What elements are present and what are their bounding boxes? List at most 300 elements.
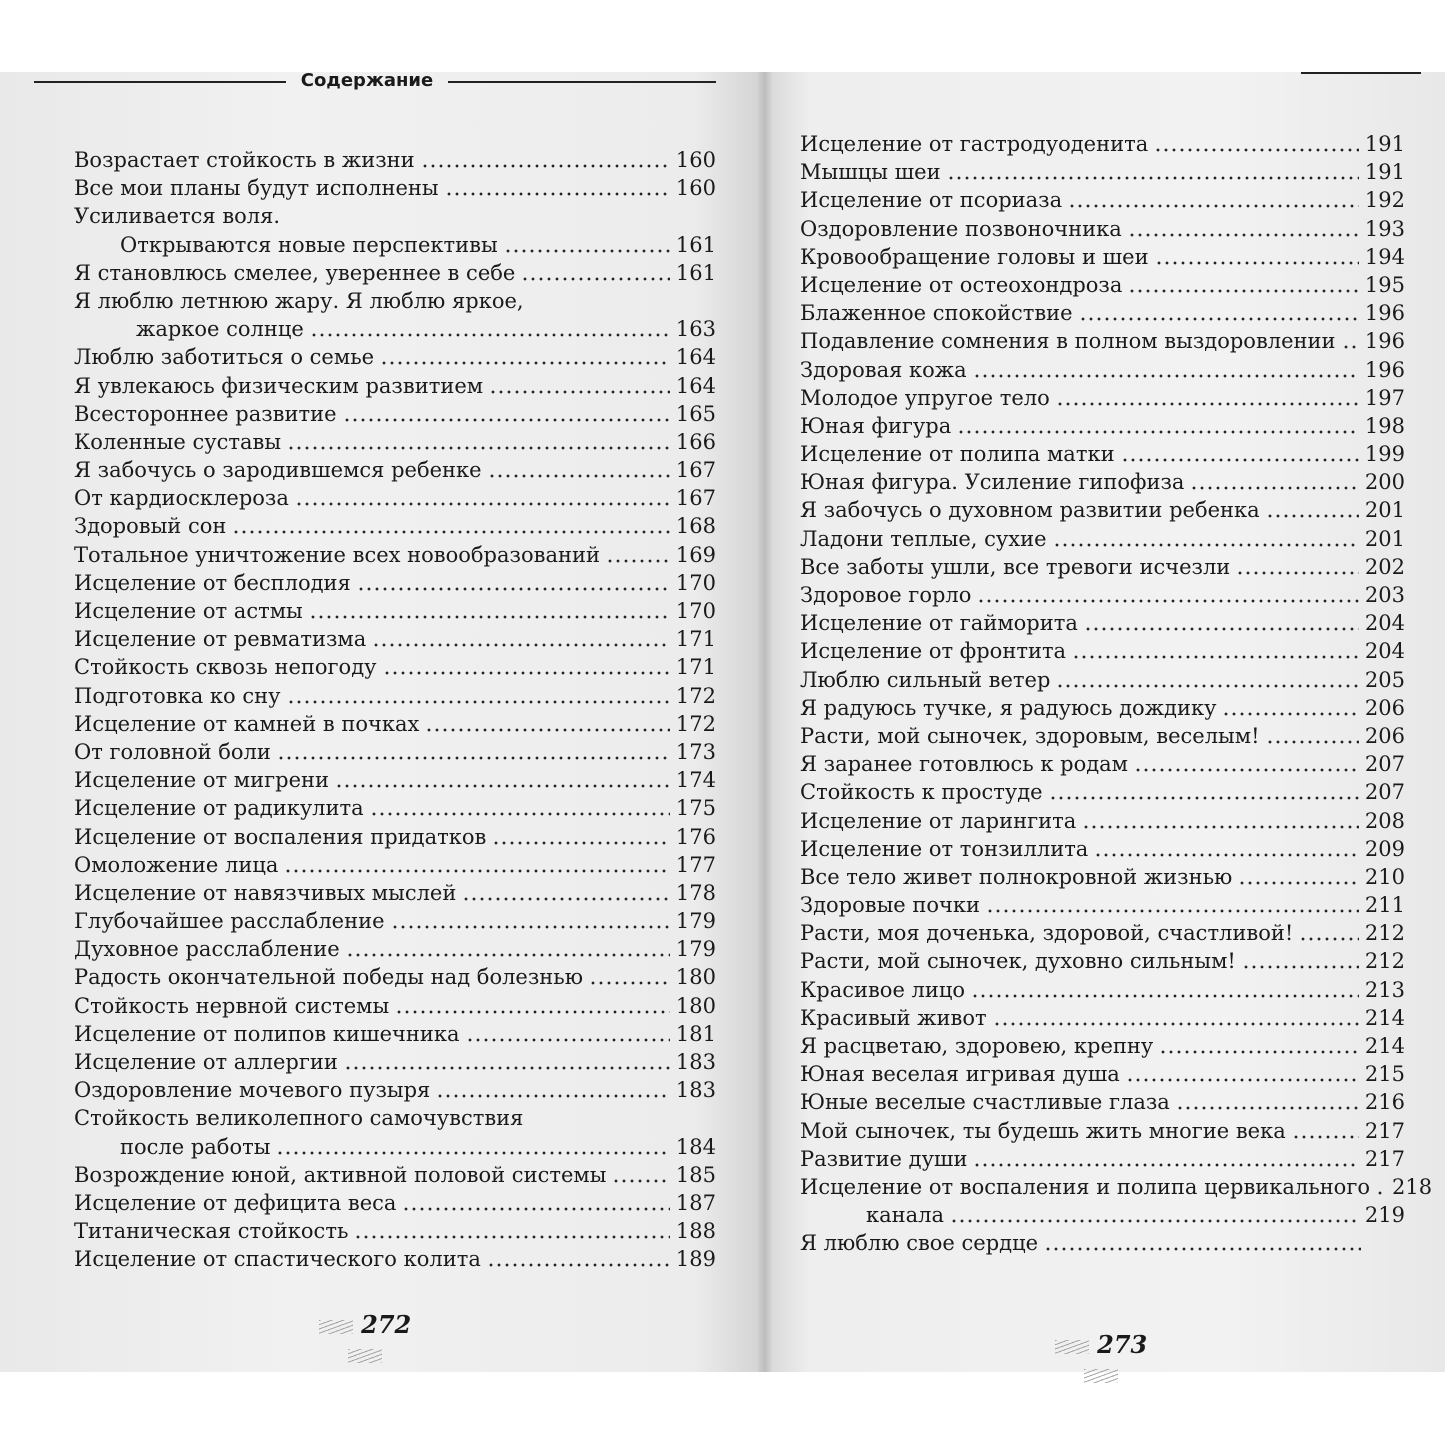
toc-entry[interactable]: [0, 794, 762, 822]
leader-dots: [277, 755, 670, 761]
leader-dots: [310, 332, 670, 338]
leader-dots: [372, 642, 670, 648]
toc-entry[interactable]: [0, 315, 762, 343]
toc-entry-row: [74, 569, 716, 597]
toc-entry-row: [74, 992, 716, 1020]
toc-entry-page: 206: [1364, 723, 1405, 748]
toc-entry-page: 198: [1364, 413, 1405, 438]
toc-entry-title: Исцеление от полипа матки: [800, 442, 1115, 467]
leader-dots: [1155, 260, 1359, 266]
toc-entry-page: 201: [1364, 526, 1405, 551]
toc-entry[interactable]: [0, 963, 762, 991]
toc-entry-row: [74, 597, 716, 625]
toc-entry-title: Исцеление от радикулита: [74, 796, 364, 821]
leader-dots: [488, 473, 670, 479]
toc-entry[interactable]: [0, 682, 762, 710]
leader-dots: [1126, 1077, 1359, 1083]
toc-entry[interactable]: [0, 625, 762, 653]
toc-entry[interactable]: [768, 130, 1445, 158]
leader-dots: [380, 360, 670, 366]
toc-entry-row: [800, 919, 1405, 947]
leader-dots: [947, 175, 1359, 181]
toc-entry-title: Радость окончательной победы над болезнью: [74, 965, 584, 990]
toc-entry[interactable]: [0, 428, 762, 456]
leader-dots: [421, 163, 670, 169]
toc-entry[interactable]: [0, 146, 762, 174]
toc-entry-row: [74, 682, 716, 710]
running-head-rule-right-page: [1301, 72, 1421, 74]
toc-entry[interactable]: [0, 653, 762, 681]
toc-entry[interactable]: [768, 891, 1445, 919]
toc-entry[interactable]: [768, 1004, 1445, 1032]
toc-entry-row: [800, 976, 1405, 1004]
toc-entry-page: 183: [675, 1050, 716, 1074]
toc-entry-row: [800, 835, 1405, 863]
toc-entry[interactable]: [0, 372, 762, 400]
toc-entry-title: Исцеление от камней в почках: [74, 711, 420, 736]
toc-entry[interactable]: [768, 1117, 1445, 1145]
leader-dots: [1128, 232, 1359, 238]
toc-entry-title: Я увлекаюсь физическим развитием: [74, 373, 484, 398]
toc-entry-row: [800, 468, 1405, 496]
toc-entry-title: Исцеление от воспаления и полипа цервикального: [800, 1174, 1370, 1199]
toc-entry-title: Я забочусь о духовном развитии ребенка: [800, 498, 1260, 523]
toc-entry[interactable]: [0, 1245, 762, 1273]
leader-dots: [1376, 1190, 1386, 1196]
toc-entry-page: 216: [1364, 1090, 1405, 1115]
toc-entry-page: 193: [1364, 216, 1405, 241]
toc-entry-row: [74, 259, 716, 287]
toc-entry-row: [800, 637, 1405, 665]
toc-entry[interactable]: [768, 1032, 1445, 1060]
toc-entry-line: [0, 202, 762, 230]
toc-entry-row: [800, 299, 1405, 327]
toc-entry[interactable]: [768, 947, 1445, 975]
leader-dots: [1082, 824, 1359, 830]
toc-entry[interactable]: [768, 496, 1445, 524]
toc-entry-page: 180: [675, 965, 716, 990]
toc-entry-page: 171: [675, 655, 716, 680]
toc-entry[interactable]: [768, 186, 1445, 214]
toc-entry-row: [74, 1020, 716, 1048]
toc-entry-row: [800, 496, 1405, 524]
toc-entry-page: 180: [675, 993, 716, 1018]
toc-entry-row: [800, 440, 1405, 468]
toc-entry-title: Развитие души: [800, 1146, 968, 1171]
toc-entry-row: [74, 710, 716, 738]
toc-entry-title: Стойкость сквозь непогоду: [74, 655, 377, 680]
toc-entry-page: 219: [1364, 1203, 1405, 1228]
toc-entry[interactable]: [0, 935, 762, 963]
toc-entry[interactable]: [0, 259, 762, 287]
leader-dots: [487, 1262, 670, 1268]
toc-entry-row: [74, 879, 716, 907]
toc-entry[interactable]: [0, 484, 762, 512]
toc-entry-row: [800, 525, 1405, 553]
toc-entry-page: 170: [675, 599, 716, 623]
leader-dots: [993, 1021, 1359, 1027]
toc-entry-row: [800, 891, 1405, 919]
toc-entry-title: Оздоровление мочевого пузыря: [74, 1078, 431, 1103]
toc-entry-row: [800, 271, 1405, 299]
toc-entry[interactable]: [768, 553, 1445, 581]
toc-entry[interactable]: [0, 1048, 762, 1076]
running-head-title: Содержание: [300, 70, 434, 91]
toc-entry-page: 171: [675, 627, 716, 652]
toc-entry[interactable]: [768, 637, 1445, 665]
leader-dots: [284, 868, 670, 874]
toc-entry[interactable]: [768, 694, 1445, 722]
toc-entry-page: 178: [675, 880, 716, 905]
leader-dots: [1159, 1049, 1359, 1055]
toc-entry-title: Здоровый сон: [74, 514, 227, 539]
leader-dots: [1049, 795, 1359, 801]
toc-entry-page: 218: [1391, 1174, 1433, 1199]
leader-dots: [287, 699, 670, 705]
toc-entry-page: 200: [1364, 470, 1405, 495]
toc-entry-title: Тотальное уничтожение всех новообразований: [74, 542, 600, 567]
toc-entry[interactable]: [768, 666, 1445, 694]
toc-entry[interactable]: [0, 569, 762, 597]
toc-entry-row: [74, 823, 716, 851]
toc-entry-title: Исцеление от ревматизма: [74, 627, 367, 652]
toc-entry[interactable]: [768, 1229, 1445, 1257]
toc-entry[interactable]: [768, 215, 1445, 243]
leader-dots: [589, 980, 670, 986]
leader-dots: [1266, 739, 1359, 745]
toc-entry-title: Оздоровление позвоночника: [800, 216, 1122, 241]
leader-dots: [612, 1178, 669, 1184]
toc-entry-page: 197: [1364, 385, 1405, 410]
toc-entry-title: жаркое солнце: [136, 317, 304, 342]
leader-dots: [462, 896, 670, 902]
toc-entry-page: 166: [675, 429, 716, 454]
toc-entry[interactable]: [768, 835, 1445, 863]
toc-entry-row: [800, 243, 1405, 271]
toc-entry-page: 196: [1364, 329, 1405, 354]
toc-entry-row: [800, 1145, 1405, 1173]
leader-dots: [1128, 288, 1359, 294]
toc-entry-row: [74, 456, 716, 484]
toc-entry-page: 187: [675, 1190, 716, 1215]
toc-entry-title: Открываются новые перспективы: [120, 232, 498, 257]
toc-entry[interactable]: [0, 879, 762, 907]
toc-entry-title: Мой сыночек, ты будешь жить многие века: [800, 1118, 1286, 1143]
toc-entry-title: Я расцветаю, здоровею, крепну: [800, 1034, 1154, 1058]
toc-entry-title: Стойкость великолепного самочувствия: [74, 1106, 524, 1131]
toc-entry-page: 209: [1364, 836, 1405, 861]
leader-dots: [354, 1234, 670, 1240]
toc-entry[interactable]: [0, 343, 762, 371]
toc-entry-title: Глубочайшее расслабление: [74, 909, 385, 934]
toc-entry-row: [800, 384, 1405, 412]
toc-entry[interactable]: [768, 750, 1445, 778]
toc-entry-title: Юная фигура. Усиление гипофиза: [800, 470, 1185, 495]
toc-entry-page: 206: [1364, 695, 1405, 720]
toc-entry[interactable]: [0, 1020, 762, 1048]
leader-dots: [1121, 457, 1359, 463]
toc-entry[interactable]: [768, 271, 1445, 299]
toc-entry-row: [74, 512, 716, 540]
toc-entry[interactable]: [768, 1060, 1445, 1088]
toc-entry-page: 177: [675, 852, 716, 877]
leader-dots: [309, 614, 670, 620]
toc-entry-title: Здоровые почки: [800, 893, 981, 918]
leader-dots: [436, 1093, 670, 1099]
toc-entry-row: [800, 215, 1405, 243]
toc-entry[interactable]: [0, 597, 762, 625]
toc-entry-page: 167: [675, 458, 716, 483]
toc-entry[interactable]: [768, 243, 1445, 271]
page-number-right-value: 273: [1097, 1330, 1148, 1359]
toc-entry[interactable]: [768, 976, 1445, 1004]
toc-entry-row: [800, 1229, 1405, 1257]
toc-entry-row: [74, 372, 716, 400]
toc-entry[interactable]: [768, 468, 1445, 496]
toc-entry-title: Исцеление от гайморита: [800, 611, 1078, 636]
toc-entry-page: 217: [1364, 1118, 1405, 1143]
toc-entry-page: 214: [1364, 1005, 1405, 1030]
toc-entry-title: Всестороннее развитие: [74, 401, 337, 426]
toc-entry[interactable]: [0, 1076, 762, 1104]
leader-dots: [957, 429, 1359, 435]
leader-dots: [1154, 147, 1359, 153]
toc-entry-page: 212: [1364, 921, 1405, 946]
toc-entry[interactable]: [768, 299, 1445, 327]
toc-entry-page: 212: [1364, 949, 1405, 974]
toc-entry[interactable]: [0, 907, 762, 935]
leader-dots: [383, 670, 670, 676]
toc-entry-page: 189: [675, 1247, 716, 1272]
toc-entry[interactable]: [768, 1088, 1445, 1116]
toc-entry[interactable]: [768, 440, 1445, 468]
toc-entry-row: [800, 130, 1405, 158]
toc-entry-page: 207: [1364, 752, 1405, 777]
leader-dots: [344, 1065, 670, 1071]
leader-dots: [1299, 936, 1359, 942]
toc-entry-title: канала: [866, 1203, 945, 1228]
toc-entry[interactable]: [768, 327, 1445, 355]
toc-entry-row: [800, 1032, 1405, 1060]
leader-dots: [977, 598, 1359, 604]
toc-entry-row: [74, 794, 716, 822]
toc-entry-title: От головной боли: [74, 739, 271, 764]
toc-entry[interactable]: [0, 766, 762, 794]
toc-entry-title: Исцеление от навязчивых мыслей: [74, 880, 457, 905]
toc-entry-page: 199: [1364, 442, 1405, 467]
toc-entry[interactable]: [768, 356, 1445, 384]
leader-dots: [1056, 683, 1359, 689]
toc-entry-title: Коленные суставы: [74, 429, 282, 454]
toc-entry-row: [800, 947, 1405, 975]
toc-entry-title: Духовное расслабление: [74, 937, 340, 962]
toc-entry-page: 188: [675, 1219, 716, 1244]
toc-entry-row: [800, 581, 1405, 609]
toc-entry-line: [0, 287, 762, 315]
toc-entry[interactable]: [768, 863, 1445, 891]
toc-entry-row: [74, 343, 716, 371]
leader-dots: [521, 276, 670, 282]
toc-entry[interactable]: [0, 1217, 762, 1245]
toc-entry-row: [74, 766, 716, 794]
toc-entry-row: [800, 609, 1405, 637]
toc-entry[interactable]: [0, 512, 762, 540]
toc-entry-page: 172: [675, 683, 716, 708]
toc-entry[interactable]: [768, 1145, 1445, 1173]
toc-entry-page: 185: [675, 1162, 716, 1187]
toc-entry-row: [800, 158, 1405, 186]
toc-entry-row: [800, 356, 1405, 384]
toc-entry-title: Стойкость к простуде: [800, 780, 1043, 805]
leader-dots: [1342, 344, 1359, 350]
toc-entry[interactable]: [0, 1161, 762, 1189]
toc-entry-title: Люблю заботиться о семье: [74, 345, 375, 370]
leader-dots: [606, 558, 670, 564]
toc-entry-row: [74, 146, 716, 174]
leader-dots: [492, 840, 670, 846]
toc-entry[interactable]: [768, 722, 1445, 750]
toc-entry[interactable]: [768, 807, 1445, 835]
toc-entry[interactable]: [768, 778, 1445, 806]
toc-entry[interactable]: [768, 609, 1445, 637]
toc-left-list: [0, 146, 762, 1274]
toc-entry[interactable]: [768, 1173, 1445, 1201]
toc-entry[interactable]: [0, 710, 762, 738]
toc-entry-page: 191: [1364, 132, 1405, 156]
running-head: [0, 72, 762, 92]
toc-entry-title: Юная веселая игривая душа: [800, 1062, 1120, 1087]
leader-dots: [232, 529, 670, 535]
toc-entry-title: Исцеление от астмы: [74, 599, 303, 623]
toc-entry[interactable]: [768, 919, 1445, 947]
toc-entry-title: Исцеление от бесплодия: [74, 570, 351, 595]
toc-entry-page: 181: [675, 1021, 716, 1046]
toc-entry-page: 176: [675, 824, 716, 849]
toc-entry-line: [0, 1104, 762, 1132]
page-number-left: [300, 1310, 430, 1368]
toc-entry-title: Возрождение юной, активной половой системы: [74, 1162, 607, 1187]
book-spread: [0, 72, 1445, 1372]
toc-entry-title: Титаническая стойкость: [74, 1219, 349, 1244]
toc-entry-row: [74, 1048, 716, 1076]
leader-dots: [1292, 1134, 1359, 1140]
toc-entry-row: [800, 327, 1405, 355]
toc-entry[interactable]: [768, 158, 1445, 186]
leader-dots: [1094, 852, 1359, 858]
toc-entry-row: [800, 186, 1405, 214]
toc-entry[interactable]: [0, 851, 762, 879]
toc-entry-title: Усиливается воля.: [74, 204, 281, 229]
toc-entry-row: [800, 1117, 1405, 1145]
leader-dots: [276, 1150, 669, 1156]
toc-entry-title: Исцеление от мигрени: [74, 768, 330, 793]
toc-entry-page: 201: [1364, 498, 1405, 523]
toc-entry-row: [800, 1173, 1433, 1201]
toc-entry[interactable]: [0, 174, 762, 202]
toc-entry-row: [74, 1076, 716, 1104]
toc-entry[interactable]: [0, 1189, 762, 1217]
leader-dots: [466, 1037, 670, 1043]
toc-entry-page: 161: [675, 232, 716, 257]
toc-entry[interactable]: [0, 738, 762, 766]
toc-entry-page: 164: [675, 345, 716, 370]
toc-entry-page: 170: [675, 570, 716, 595]
toc-entry[interactable]: [768, 1201, 1445, 1229]
toc-entry[interactable]: [0, 541, 762, 569]
leader-dots: [1072, 654, 1359, 660]
toc-entry-title: Исцеление от гастродуоденита: [800, 132, 1149, 156]
toc-entry-page: 160: [675, 148, 716, 172]
leader-dots: [1134, 767, 1359, 773]
left-page: [0, 72, 762, 1372]
toc-entry[interactable]: [768, 412, 1445, 440]
toc-entry[interactable]: [0, 992, 762, 1020]
toc-entry[interactable]: [768, 384, 1445, 412]
toc-entry-row: [74, 653, 716, 681]
toc-entry-title: Все заботы ушли, все тревоги исчезли: [800, 554, 1231, 579]
toc-entry-page: 213: [1364, 977, 1405, 1002]
toc-entry-row: [74, 541, 716, 569]
leader-dots: [402, 1206, 669, 1212]
toc-entry-page: 174: [675, 768, 716, 793]
leader-dots: [425, 727, 670, 733]
toc-entry-page: 164: [675, 373, 716, 398]
toc-entry-page: 175: [675, 796, 716, 821]
leader-dots: [950, 1218, 1359, 1224]
toc-entry-title: Я люблю свое сердце: [800, 1231, 1039, 1256]
toc-entry-page: 169: [675, 542, 716, 567]
toc-entry-page: 179: [675, 937, 716, 962]
leader-dots: [357, 586, 670, 592]
toc-entry-page: 160: [675, 176, 716, 201]
ornament-icon: [348, 1349, 382, 1363]
ornament-icon: [1055, 1340, 1089, 1354]
toc-entry[interactable]: [0, 1133, 762, 1161]
toc-entry-row: [800, 1088, 1405, 1116]
toc-entry-page: 172: [675, 711, 716, 736]
toc-entry-row: [74, 174, 716, 202]
toc-entry-page: 204: [1364, 611, 1405, 636]
toc-entry-title: Красивый живот: [800, 1005, 987, 1030]
toc-entry-row: [120, 231, 716, 259]
leader-dots: [1056, 401, 1359, 407]
toc-entry[interactable]: [0, 823, 762, 851]
toc-entry[interactable]: [0, 456, 762, 484]
toc-entry[interactable]: [0, 400, 762, 428]
toc-entry[interactable]: [768, 581, 1445, 609]
toc-entry-row: [74, 428, 716, 456]
toc-right-list: [768, 130, 1445, 1258]
leader-dots: [973, 373, 1359, 379]
toc-entry-page: 173: [675, 739, 716, 764]
toc-entry-title: Расти, мой сыночек, здоровым, веселым!: [800, 723, 1260, 748]
toc-entry-title: Исцеление от аллергии: [74, 1050, 338, 1074]
toc-entry-page: 191: [1364, 160, 1405, 185]
leader-dots: [971, 993, 1359, 999]
toc-entry[interactable]: [0, 231, 762, 259]
toc-entry-row: [800, 807, 1405, 835]
leader-dots: [395, 1009, 670, 1015]
page-number-left-value: 272: [361, 1310, 412, 1339]
toc-entry-page: 194: [1364, 244, 1405, 269]
toc-entry-title: Я становлюсь смелее, увереннее в себе: [74, 260, 516, 285]
toc-entry[interactable]: [768, 525, 1445, 553]
toc-entry-title: Люблю сильный ветер: [800, 667, 1051, 692]
toc-entry-row: [800, 694, 1405, 722]
toc-entry-title: Кровообращение головы и шеи: [800, 244, 1149, 269]
toc-entry-row: [74, 1245, 716, 1273]
toc-entry-title: Здоровая кожа: [800, 357, 967, 382]
